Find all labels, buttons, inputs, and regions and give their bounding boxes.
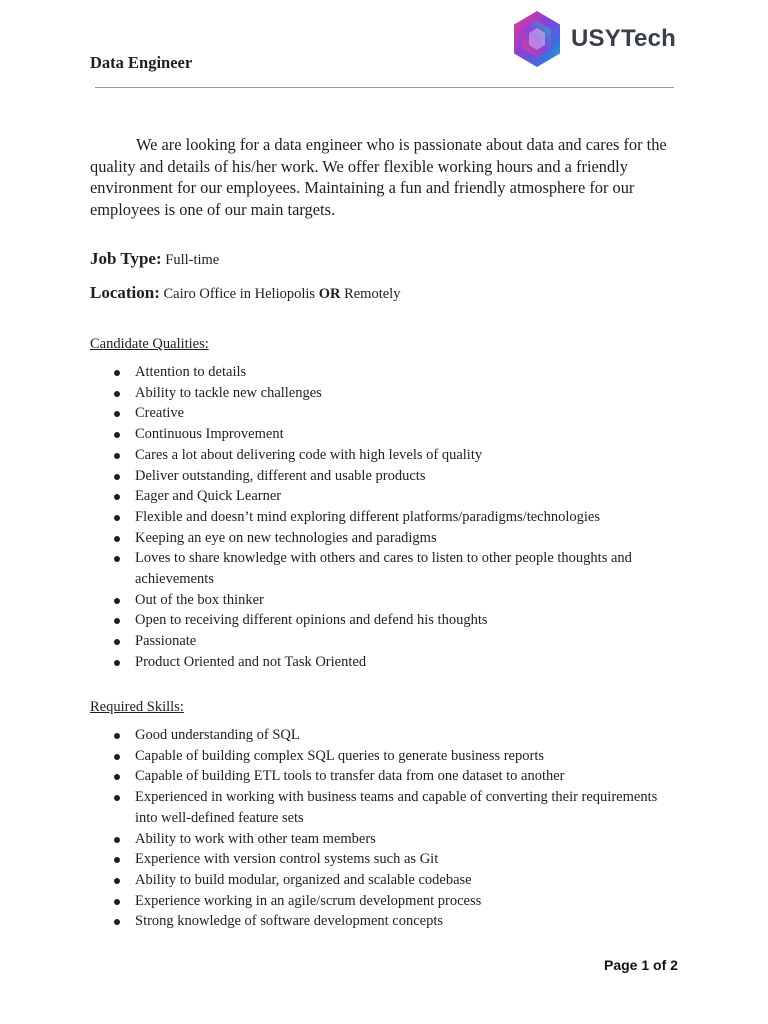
list-item: Experienced in working with business teams and capable of converting their requirements into well-defined feature sets	[90, 787, 670, 828]
location-line	[90, 283, 400, 303]
list-item: Attention to details	[90, 362, 670, 383]
list-item: Ability to build modular, organized and scalable codebase	[90, 870, 670, 891]
skills-list	[90, 725, 670, 932]
skills-heading: Required Skills:	[90, 699, 184, 715]
list-item: Capable of building ETL tools to transfer data from one dataset to another	[90, 766, 670, 787]
qualities-heading: Candidate Qualities:	[90, 336, 209, 352]
list-item: Keeping an eye on new technologies and paradigms	[90, 528, 670, 549]
intro-paragraph: We are looking for a data engineer who is passionate about data and cares for the quality and details of his/her work. We offer flexible working hours and a friendly environment for our employees. Maintaining a fun and friendly atmosphere for our employees is one of our main targets.	[90, 135, 667, 219]
list-item: Out of the box thinker	[90, 590, 670, 611]
list-item: Passionate	[90, 631, 670, 652]
list-item: Continuous Improvement	[90, 424, 670, 445]
document-title: Data Engineer	[90, 53, 193, 72]
job-type-line	[90, 249, 219, 269]
job-type-label: Job Type:	[90, 249, 162, 268]
header-divider	[95, 87, 674, 88]
hexagon-gradient-logo-icon	[512, 10, 562, 68]
location-value-office: Cairo Office in Heliopolis	[163, 286, 316, 302]
list-item: Ability to tackle new challenges	[90, 383, 670, 404]
company-name: USYTech	[571, 25, 676, 52]
qualities-list	[90, 362, 670, 673]
list-item: Flexible and doesn’t mind exploring different platforms/paradigms/technologies	[90, 507, 670, 528]
list-item: Good understanding of SQL	[90, 725, 670, 746]
list-item: Strong knowledge of software development concepts	[90, 911, 670, 932]
list-item: Capable of building complex SQL queries to generate business reports	[90, 746, 670, 767]
location-value-remote: Remotely	[344, 286, 401, 302]
list-item: Experience with version control systems such as Git	[90, 849, 670, 870]
list-item: Ability to work with other team members	[90, 829, 670, 850]
location-connector: OR	[318, 286, 341, 302]
list-item: Cares a lot about delivering code with high levels of quality	[90, 445, 670, 466]
list-item: Product Oriented and not Task Oriented	[90, 652, 670, 673]
list-item: Experience working in an agile/scrum development process	[90, 891, 670, 912]
list-item: Eager and Quick Learner	[90, 486, 670, 507]
location-label: Location:	[90, 283, 160, 302]
list-item: Deliver outstanding, different and usable products	[90, 466, 670, 487]
job-type-value: Full-time	[165, 252, 220, 268]
list-item: Creative	[90, 403, 670, 424]
page-number: Page 1 of 2	[604, 957, 678, 973]
list-item: Open to receiving different opinions and defend his thoughts	[90, 610, 670, 631]
list-item: Loves to share knowledge with others and cares to listen to other people thoughts and achievements	[90, 548, 670, 589]
company-logo	[512, 10, 676, 68]
